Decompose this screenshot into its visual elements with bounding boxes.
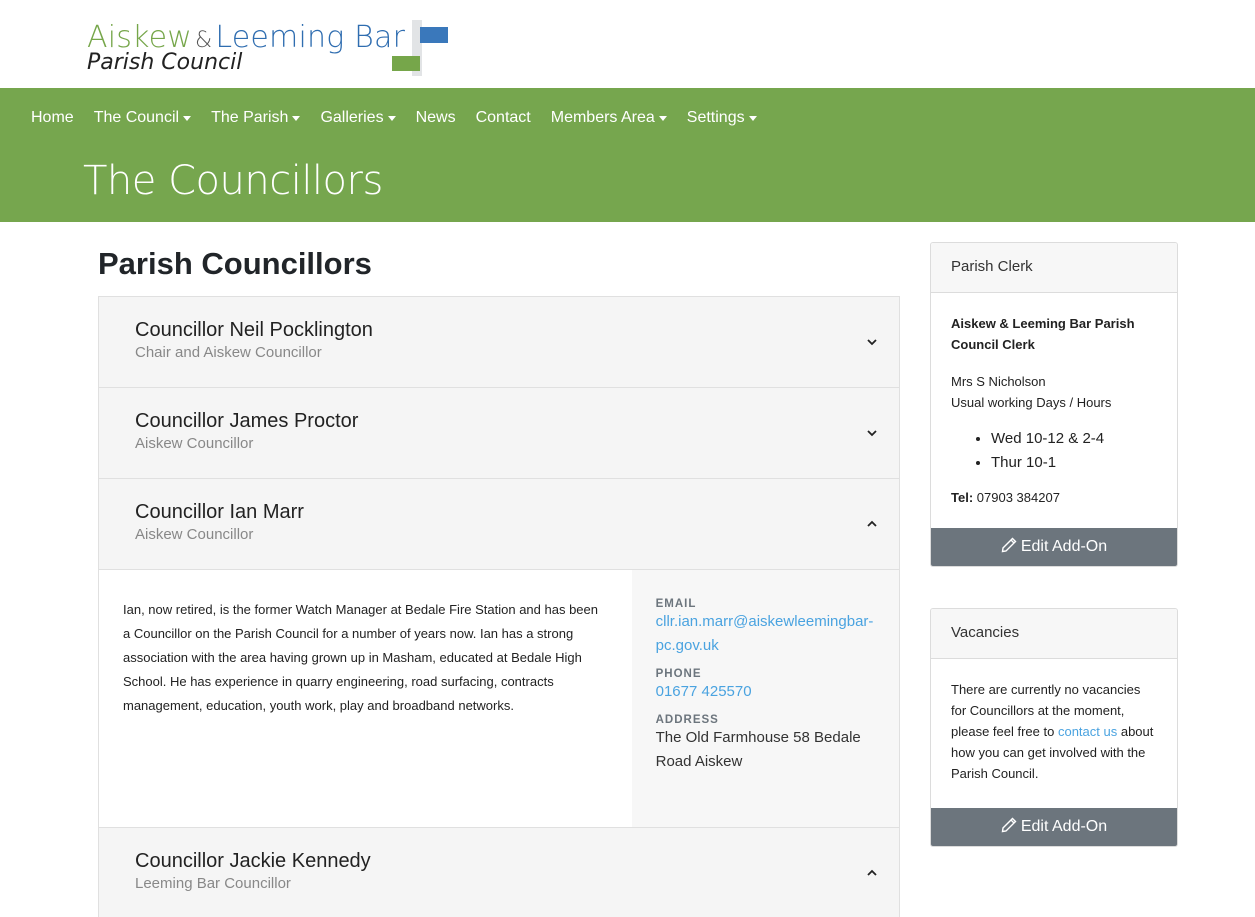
address-label: ADDRESS	[655, 714, 719, 726]
vacancies-card	[930, 608, 1178, 847]
nav-settings[interactable]	[677, 106, 767, 130]
chevron-up-icon[interactable]	[867, 868, 877, 878]
accordion-header-neil-pocklington[interactable]	[99, 297, 899, 387]
clerk-name: Mrs S Nicholson	[951, 374, 1046, 389]
councillor-name: Councillor Ian Marr	[135, 501, 304, 523]
card-title: Parish Clerk	[931, 243, 1177, 293]
pencil-icon	[1001, 817, 1017, 838]
list-item: • Thur 10-1	[991, 451, 1157, 475]
tel-label: Tel:	[951, 490, 974, 505]
councillors-accordion	[98, 296, 900, 917]
caret-down-icon	[183, 116, 191, 121]
clerk-heading: Aiskew & Leeming Bar Parish Council Clerk	[951, 316, 1135, 352]
councillor-name: Councillor James Proctor	[135, 410, 359, 432]
tel-value: 07903 384207	[976, 490, 1060, 505]
accordion-body-ian-marr	[99, 569, 899, 827]
nav-label: Home	[31, 109, 74, 126]
email-link[interactable]: cllr.ian.marr@aiskewleemingbar-pc.gov.uk	[655, 613, 874, 654]
nav-label: News	[415, 109, 456, 126]
vacancies-text-end: about how you can get involved with the Parish Council.	[951, 724, 1154, 781]
phone-link[interactable]: 01677 425570	[655, 683, 752, 700]
chevron-down-icon[interactable]	[867, 428, 877, 438]
nav-label: The Council	[93, 109, 180, 126]
caret-down-icon	[388, 116, 396, 121]
vacancies-text: There are currently no vacancies for Councillors at the moment, please feel free to	[951, 682, 1141, 739]
nav-the-parish[interactable]	[201, 106, 310, 130]
caret-down-icon	[659, 116, 667, 121]
list-item: • Wed 10-12 & 2-4	[991, 427, 1157, 451]
address-value: The Old Farmhouse 58 Bedale Road Aiskew	[655, 729, 861, 770]
nav-label: Contact	[475, 109, 531, 126]
edit-addon-label: Edit Add-On	[1020, 818, 1108, 835]
clerk-tel	[951, 487, 1157, 508]
card-body	[931, 293, 1177, 528]
councillor-name: Councillor Neil Pocklington	[135, 319, 373, 341]
caret-down-icon	[749, 116, 757, 121]
clerk-hours-list	[991, 427, 1157, 475]
pencil-icon	[1001, 537, 1017, 558]
accordion-item	[98, 296, 900, 387]
nav-label: Members Area	[550, 109, 655, 126]
logo-aiskew: Aiskew	[87, 20, 192, 55]
logo-leeming: Leeming Bar	[215, 20, 406, 55]
accordion-item	[98, 387, 900, 478]
accordion-header-jackie-kennedy[interactable]	[99, 828, 899, 917]
nav-galleries[interactable]	[310, 106, 405, 130]
page-title: The Councillors	[83, 158, 383, 204]
clerk-hours-label: Usual working Days / Hours	[951, 395, 1112, 410]
contact-us-link[interactable]: contact us	[1057, 724, 1118, 739]
accordion-item	[98, 478, 900, 827]
hero-banner	[0, 88, 1255, 222]
councillor-role: Aiskew Councillor	[135, 526, 254, 543]
accordion-header-ian-marr[interactable]	[99, 479, 899, 569]
parish-clerk-card	[930, 242, 1178, 567]
nav-contact[interactable]	[466, 106, 541, 130]
councillor-role: Aiskew Councillor	[135, 435, 254, 452]
logo-subtitle: Parish Council	[87, 50, 243, 75]
card-title: Vacancies	[931, 609, 1177, 659]
edit-addon-button[interactable]	[931, 528, 1177, 566]
card-body	[931, 659, 1177, 808]
accordion-header-james-proctor[interactable]	[99, 388, 899, 478]
nav-label: The Parish	[211, 109, 289, 126]
nav-home[interactable]	[21, 106, 84, 130]
edit-addon-label: Edit Add-On	[1020, 538, 1108, 555]
chevron-up-icon[interactable]	[867, 519, 877, 529]
councillor-role: Chair and Aiskew Councillor	[135, 344, 322, 361]
logo-mark-icon	[392, 20, 452, 78]
section-title: Parish Councillors	[98, 246, 372, 281]
accordion-item	[98, 827, 900, 917]
main-nav	[21, 106, 767, 130]
nav-members-area[interactable]	[541, 106, 677, 130]
chevron-down-icon[interactable]	[867, 337, 877, 347]
logo-ampersand: &	[194, 28, 213, 53]
councillor-name: Councillor Jackie Kennedy	[135, 850, 371, 872]
councillor-contact	[632, 570, 899, 827]
nav-label: Settings	[686, 109, 745, 126]
nav-the-council[interactable]	[84, 106, 201, 130]
phone-label: PHONE	[655, 668, 702, 680]
nav-news[interactable]	[406, 106, 466, 130]
email-label: EMAIL	[655, 598, 697, 610]
councillor-role: Leeming Bar Councillor	[135, 875, 291, 892]
councillor-bio: Ian, now retired, is the former Watch Manager at Bedale Fire Station and has been a Councillor on the Parish Council for a number of years now. Ian has a strong association with the area having grown up in Masham, educated at Bedale High School. He has experience in quarry engineering, road surfacing, contracts management, education, youth work, play and broadband networks.	[123, 602, 598, 713]
caret-down-icon	[292, 116, 300, 121]
site-logo[interactable]	[0, 0, 1255, 88]
edit-addon-button[interactable]	[931, 808, 1177, 846]
nav-label: Galleries	[320, 109, 384, 126]
